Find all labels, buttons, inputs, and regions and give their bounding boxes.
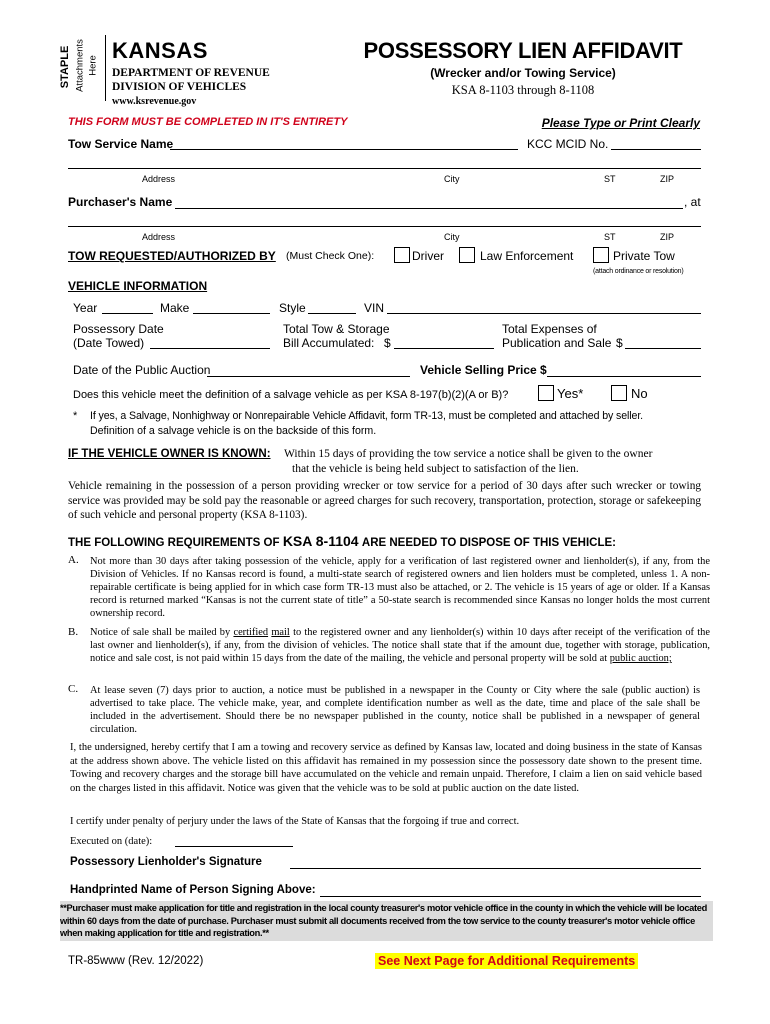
next-page-notice: See Next Page for Additional Requirements <box>375 953 638 969</box>
owner-known-heading: IF THE VEHICLE OWNER IS KNOWN: <box>68 448 271 460</box>
purchaser-zip-caption: ZIP <box>660 232 675 242</box>
private-tow-label: Private Tow <box>613 249 675 263</box>
requirements-heading <box>68 533 616 549</box>
style-label: Style <box>279 301 306 315</box>
tow-service-name-field[interactable] <box>170 149 518 150</box>
salvage-question: Does this vehicle meet the definition of a salvage vehicle as per KSA 8-197(b)(2)(A or B)? <box>73 389 509 401</box>
perjury-statement: I certify under penalty of perjury under the laws of the State of Kansas that the forgoing if true and correct. <box>70 816 520 827</box>
vehicle-info-heading: VEHICLE INFORMATION <box>68 279 208 293</box>
req-b-certified: certified <box>233 627 269 638</box>
purchaser-name-label: Purchaser's Name <box>68 195 173 209</box>
law-enforcement-label: Law Enforcement <box>480 249 574 263</box>
tow-requested-label: TOW REQUESTED/AUTHORIZED BY <box>68 249 276 263</box>
salvage-yes-label: Yes* <box>557 386 584 401</box>
req-b-letter: B. <box>68 626 79 638</box>
driver-checkbox[interactable] <box>394 247 410 263</box>
tow-service-name-label: Tow Service Name <box>68 137 174 151</box>
must-complete-notice: THIS FORM MUST BE COMPLETED IN IT'S ENTIRETY <box>68 116 348 128</box>
private-tow-checkbox[interactable] <box>593 247 609 263</box>
requirements-heading-a: THE FOLLOWING REQUIREMENTS OF <box>68 537 280 549</box>
date-towed-label: (Date Towed) <box>73 336 145 350</box>
signature-label: Possessory Lienholder's Signature <box>70 856 262 868</box>
staple-here: Here <box>87 55 99 76</box>
total-expenses-field[interactable] <box>625 348 701 349</box>
req-b-public-auction: public auction; <box>609 653 672 664</box>
tow-address-caption: Address <box>142 174 176 184</box>
vin-field[interactable] <box>387 313 701 314</box>
salvage-note-star: * <box>73 410 78 422</box>
staple-divider <box>105 35 106 101</box>
salvage-yes-checkbox[interactable] <box>538 385 554 401</box>
purchaser-at: , at <box>684 195 701 209</box>
division-name: DIVISION OF VEHICLES <box>112 81 247 93</box>
selling-price-field[interactable] <box>547 376 701 377</box>
website: www.ksrevenue.gov <box>112 96 197 107</box>
tow-dollar: $ <box>384 336 391 350</box>
req-c-text: At lease seven (7) days prior to auction, a notice must be published in a newspaper in the County or City where the sale (public auction) is advertised to take place. The vehicle make, year, and complete identification number as well as the date, time and place of the sale shall be included in the advertisement. Should there be no newspaper published in the county, notice shall be published in a newspaper of general circulation. <box>90 685 700 735</box>
year-label: Year <box>73 301 98 315</box>
executed-on-label: Executed on (date): <box>70 836 153 847</box>
salvage-no-label: No <box>631 386 648 401</box>
form-subtitle: (Wrecker and/or Towing Service) <box>430 66 616 80</box>
state-name: KANSAS <box>112 38 208 63</box>
requirements-heading-ksa: KSA 8-1104 <box>282 533 359 549</box>
req-b-part1: Notice of sale shall be mailed by <box>90 627 231 638</box>
handprinted-label: Handprinted Name of Person Signing Above: <box>70 884 316 896</box>
certify-paragraph: I, the undersigned, hereby certify that I am a towing and recovery service as defined by Kansas law, located and doing business in the state of Kansas at the address shown above. The vehicle listed on this affidavit has remained in my possession since the possessory date shown to the present time. Towing and recovery charges and the storage bill have accumulated on the vehicle and remain unpaid. Therefore, I claim a lien on said vehicle based on the charges listed in this affidavit. Notice was given that the vehicle was to be sold at public auction on the date listed. <box>70 742 702 794</box>
req-a-letter: A. <box>68 554 79 566</box>
owner-known-line2: that the vehicle is being held subject to satisfaction of the lien. <box>292 463 579 475</box>
expenses-dollar: $ <box>616 336 623 350</box>
style-field[interactable] <box>308 313 356 314</box>
law-enforcement-checkbox[interactable] <box>459 247 475 263</box>
possessory-date-field[interactable] <box>150 348 270 349</box>
staple-box <box>50 35 106 101</box>
tow-st-caption: ST <box>604 174 616 184</box>
kcc-mcid-field[interactable] <box>611 149 701 150</box>
requirements-heading-c: ARE NEEDED TO DISPOSE OF THIS VEHICLE: <box>361 537 617 549</box>
selling-price-label: Vehicle Selling Price $ <box>420 363 547 377</box>
purchaser-address-caption: Address <box>142 232 176 242</box>
must-check-note <box>286 250 374 262</box>
purchaser-st-caption: ST <box>604 232 616 242</box>
purchaser-address-field[interactable] <box>68 226 701 227</box>
handprinted-field[interactable] <box>320 896 701 897</box>
type-print-notice: Please Type or Print Clearly <box>541 116 700 130</box>
owner-known-paragraph: Vehicle remaining in the possession of a person providing wrecker or tow service for a period of 30 days after such wrecker or towing service was provided may be sold pay the reasonable or agreed charges for such recovery, transportation, protection, storage or safekeeping of such vehicle and personal property (KSA 8-1103). <box>68 480 701 521</box>
owner-known-line1: Within 15 days of providing the tow service a notice shall be given to the owner <box>284 448 653 460</box>
auction-date-label: Date of the Public Auction <box>73 363 211 377</box>
req-b-mail: mail <box>271 627 290 638</box>
staple-attachments: Attachments <box>74 39 86 92</box>
publication-sale-label: Publication and Sale <box>502 336 612 350</box>
salvage-note-2: Definition of a salvage vehicle is on the backside of this form. <box>90 425 377 437</box>
possessory-date-label: Possessory Date <box>73 322 164 336</box>
total-tow-field[interactable] <box>394 348 494 349</box>
req-a-text: Not more than 30 days after taking possession of the vehicle, apply for a verification of last registered owner and lienholder(s), if any, from the Division of Vehicles. If no Kansas record is found, a multi-state search of registered owners and lien holders must be completed, unless 1. A non-repairable certificate is being applied for in which case form TR-13 must also be attached, or 2. The vehicle is 15 years of age or older. If a Kansas record is returned marked “Kansas is not the current state of title” a 50-state search is recommended since Kansas no longer holds the most current ownership record. <box>90 556 710 619</box>
tow-zip-caption: ZIP <box>660 174 675 184</box>
total-expenses-label: Total Expenses of <box>502 322 597 336</box>
signature-field[interactable] <box>290 868 701 869</box>
req-b-text <box>90 626 710 665</box>
must-check-text: (Must Check One): <box>286 250 375 262</box>
year-field[interactable] <box>102 313 153 314</box>
form-id: TR-85www (Rev. 12/2022) <box>68 955 204 967</box>
req-c-letter: C. <box>68 683 79 695</box>
tow-address-field[interactable] <box>68 168 701 169</box>
attach-ordinance-note: (attach ordinance or resolution) <box>593 268 684 275</box>
kcc-mcid-label: KCC MCID No. <box>527 137 609 151</box>
tow-city-caption: City <box>444 174 460 184</box>
purchaser-city-caption: City <box>444 232 460 242</box>
statute-ref: KSA 8-1103 through 8-1108 <box>451 83 595 97</box>
form-title: POSSESSORY LIEN AFFIDAVIT <box>363 38 683 63</box>
salvage-note-1: If yes, a Salvage, Nonhighway or Nonrepairable Vehicle Affidavit, form TR-13, must be completed and attached by seller. <box>90 410 644 422</box>
purchaser-note: **Purchaser must make application for title and registration in the local county treasurer's motor vehicle office in the county in which the vehicle will be located within 60 days from the date of purchase. Purchaser must submit all documents received from the tow service to the county treasurer's motor vehicle office when making application for title and registration.** <box>60 903 707 938</box>
dept-name: DEPARTMENT OF REVENUE <box>112 67 270 79</box>
bill-accumulated-label: Bill Accumulated: <box>283 336 375 350</box>
executed-date-field[interactable] <box>175 846 293 847</box>
make-field[interactable] <box>193 313 270 314</box>
total-tow-label: Total Tow & Storage <box>283 322 390 336</box>
auction-date-field[interactable] <box>207 376 410 377</box>
req-b-part2: to the registered owner and any lienholder(s) within 10 days after receipt of the verification of the last owner and lienholder(s), if any, from the division of vehicles. The notice shall state that if the amount due, together with storage, publication, notice and sale cost, is not paid within 15 days from the date of the mailing, the vehicle and personal property will be sold at <box>90 627 710 664</box>
vin-label: VIN <box>364 301 385 315</box>
purchaser-name-field[interactable] <box>175 208 683 209</box>
driver-label: Driver <box>412 249 444 263</box>
make-label: Make <box>160 301 190 315</box>
staple-label: STAPLE <box>59 45 71 89</box>
salvage-no-checkbox[interactable] <box>611 385 627 401</box>
